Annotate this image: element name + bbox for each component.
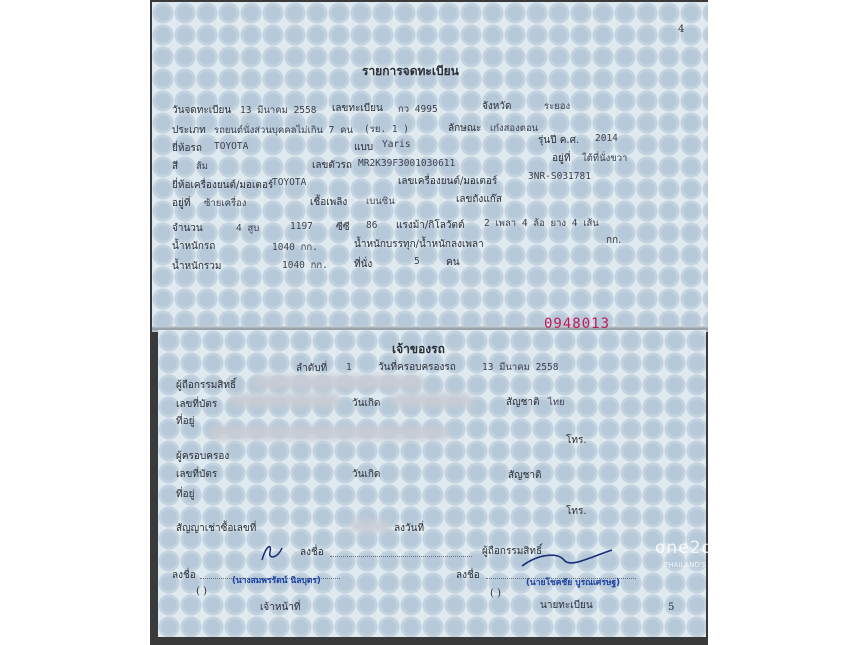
holder-tel-label: โทร. xyxy=(566,506,587,517)
total-weight-label: น้ำหนักรวม xyxy=(172,261,222,272)
engine-brand-label: ยี่ห้อเครื่องยนต์/มอเตอร์ xyxy=(172,180,274,191)
owner-name-label: ผู้ถือกรรมสิทธิ์ xyxy=(176,380,237,391)
owner-title: เจ้าของรถ xyxy=(392,342,445,356)
registrar-sign-label: ลงชื่อ xyxy=(456,570,480,581)
redacted-owner-address xyxy=(210,426,450,440)
watermark-tagline: THAILAND'S NO.1 CAR SITE xyxy=(664,561,760,569)
engine-location-value: ซ้ายเครื่อง xyxy=(204,198,247,209)
order-label: ลำดับที่ xyxy=(296,363,328,374)
officer-name-stamp: (นางสมพรรัตน์ นิลบุตร) xyxy=(232,576,321,586)
year-label: รุ่นปี ค.ศ. xyxy=(538,135,580,146)
model-value: Yaris xyxy=(382,139,411,150)
reg-date-value: 13 มีนาคม 2558 xyxy=(240,105,317,116)
redacted-owner-name xyxy=(254,375,424,389)
engine-brand-value: TOYOTA xyxy=(272,177,307,188)
reg-date-label: วันจดทะเบียน xyxy=(172,105,232,116)
owner-sign-label: ลงชื่อ xyxy=(300,547,324,558)
contract-label: สัญญาเช่าซื้อเลขที่ xyxy=(176,523,257,534)
chassis-location-value: ใต้ที่นั่งขวา xyxy=(582,153,628,164)
page-number-bottom: 5 xyxy=(668,602,675,613)
page-number-top: 4 xyxy=(678,24,685,35)
owner-birth-label: วันเกิด xyxy=(352,398,381,409)
holder-address-label: ที่อยู่ xyxy=(176,489,195,500)
model-label: แบบ xyxy=(354,142,374,153)
count-label: จำนวน xyxy=(172,223,203,234)
holder-id-label: เลขที่บัตร xyxy=(176,469,218,480)
style-value: เก๋งสองตอน xyxy=(490,123,539,134)
plate-value: กว 4995 xyxy=(398,104,438,115)
owner-tel-label: โทร. xyxy=(566,435,587,446)
cc-label: ซีซี xyxy=(336,222,350,233)
owner-sign-caption: ผู้ถือกรรมสิทธิ์ xyxy=(482,546,543,557)
brand-label: ยี่ห้อรถ xyxy=(172,143,202,154)
document-serial-number: 0948013 xyxy=(544,316,611,332)
chassis-label: เลขตัวรถ xyxy=(312,160,352,171)
watermark-logo: one2car.com xyxy=(655,538,776,558)
engine-location-label: อยู่ที่ xyxy=(172,198,191,209)
color-label: สี xyxy=(172,161,179,172)
seats-label: ที่นั่ง xyxy=(354,259,373,270)
contract-date-label: ลงวันที่ xyxy=(394,523,425,534)
registrar-paren: ( ) xyxy=(490,588,501,599)
possess-date-label: วันที่ครอบครองรถ xyxy=(378,362,456,373)
color-value: ส้ม xyxy=(196,161,209,172)
style-label: ลักษณะ xyxy=(448,123,482,134)
cc-value: 1197 xyxy=(290,221,313,232)
type-value: รถยนต์นั่งส่วนบุคคลไม่เกิน 7 คน xyxy=(214,125,353,136)
engine-number-label: เลขเครื่องยนต์/มอเตอร์ xyxy=(398,176,498,187)
year-value: 2014 xyxy=(595,133,618,144)
order-value: 1 xyxy=(346,362,352,373)
seats-unit: คน xyxy=(446,257,460,268)
fuel-label: เชื้อเพลิง xyxy=(310,197,348,208)
holder-label: ผู้ครอบครอง xyxy=(176,451,230,462)
possess-date-value: 13 มีนาคม 2558 xyxy=(482,362,559,373)
owner-page xyxy=(158,330,706,637)
officer-paren: ( ) xyxy=(196,586,207,597)
officer-title: เจ้าหน้าที่ xyxy=(260,602,301,613)
cylinder-value: 4 สูบ xyxy=(236,223,260,234)
registrar-title: นายทะเบียน xyxy=(540,600,593,611)
gas-tank-label: เลขถังแก๊ส xyxy=(456,194,502,205)
registration-title: รายการจดทะเบียน xyxy=(362,64,459,78)
hp-label: แรงม้า/กิโลวัตต์ xyxy=(396,220,465,231)
owner-id-label: เลขที่บัตร xyxy=(176,399,218,410)
fuel-value: เบนซิน xyxy=(366,196,395,207)
type-code: (รย. 1 ) xyxy=(364,124,409,135)
brand-value: TOYOTA xyxy=(214,141,249,152)
total-weight-value: 1040 กก. xyxy=(282,260,328,271)
load-label: น้ำหนักบรรทุก/น้ำหนักลงเพลา xyxy=(354,239,484,250)
province-value: ระยอง xyxy=(544,101,571,112)
redacted-contract xyxy=(350,520,390,532)
redacted-owner-id xyxy=(230,393,340,407)
officer-sign-label: ลงชื่อ xyxy=(172,570,196,581)
province-label: จังหวัด xyxy=(482,101,512,112)
registrar-name-stamp: (นายโชคชัย บูรณเศรษฐ) xyxy=(526,578,621,588)
type-label: ประเภท xyxy=(172,125,206,136)
axle-value: 2 เพลา 4 ล้อ ยาง 4 เส้น xyxy=(484,218,599,229)
weight-value: 1040 กก. xyxy=(272,242,318,253)
chassis-value: MR2K39F3001030611 xyxy=(358,158,456,169)
owner-nationality-label: สัญชาติ xyxy=(506,397,540,408)
left-background xyxy=(0,0,150,645)
hp-value: 86 xyxy=(366,220,378,231)
holder-nationality-label: สัญชาติ xyxy=(508,470,542,481)
engine-number-value: 3NR-S031781 xyxy=(528,171,591,182)
officer-signature-mark xyxy=(258,540,286,564)
owner-address-label: ที่อยู่ xyxy=(176,416,195,427)
registrar-signature-mark xyxy=(518,548,616,574)
redacted-owner-birth xyxy=(392,393,472,407)
owner-sign-line xyxy=(330,556,472,557)
seats-value: 5 xyxy=(414,256,420,267)
holder-birth-label: วันเกิด xyxy=(352,469,381,480)
chassis-location-label: อยู่ที่ xyxy=(552,153,571,164)
weight-label: น้ำหนักรถ xyxy=(172,241,216,252)
owner-nationality-value: ไทย xyxy=(548,397,565,408)
plate-label: เลขทะเบียน xyxy=(332,103,383,114)
load-unit: กก. xyxy=(606,235,622,246)
